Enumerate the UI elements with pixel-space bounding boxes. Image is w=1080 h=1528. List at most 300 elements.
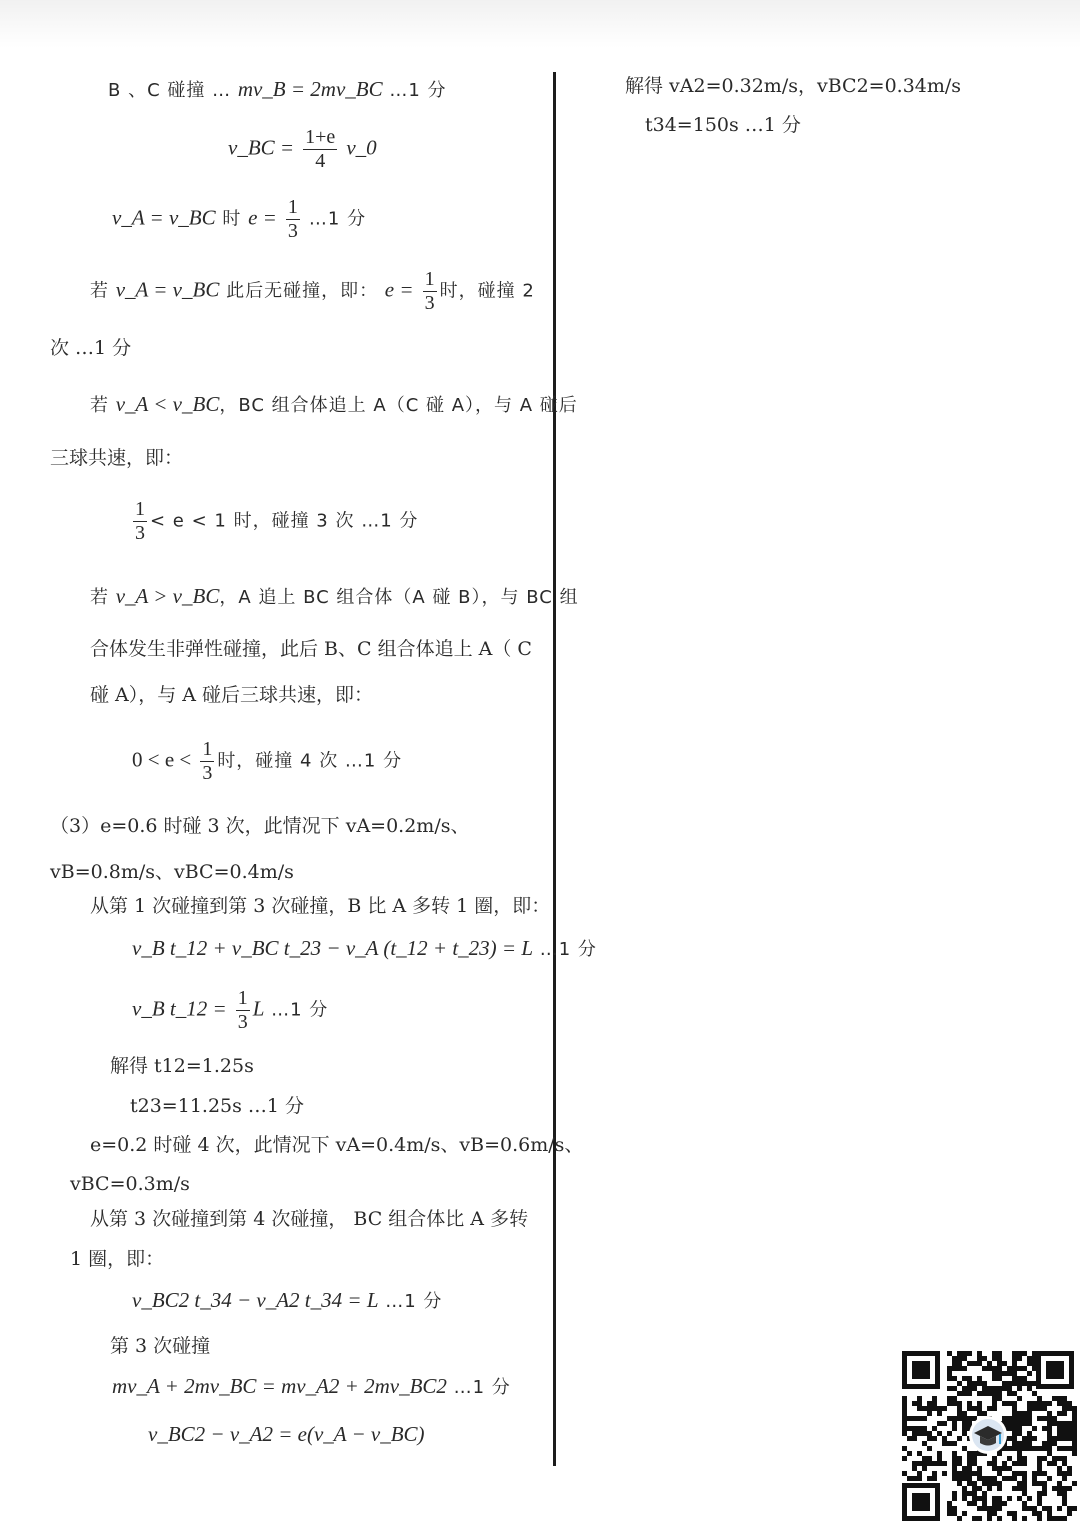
qr-code: [898, 1347, 1078, 1525]
qr-module: [1012, 1461, 1017, 1466]
qr-module: [982, 1481, 987, 1486]
qr-module: [1022, 1481, 1027, 1486]
qr-module: [1037, 1516, 1042, 1521]
qr-module: [952, 1491, 957, 1496]
line-momentum: mv_A + 2mv_BC = mv_A2 + 2mv_BC2 …1 分: [112, 1374, 511, 1398]
qr-module: [962, 1466, 967, 1471]
line-va-equals-vbc: v_A = v_BC 时 e = $\frac{1}{3}$ …1 分: [112, 196, 367, 242]
qr-module: [997, 1361, 1002, 1366]
qr-module: [1047, 1426, 1052, 1431]
qr-module: [1002, 1501, 1007, 1506]
line-four-collisions: 0 < e < $\frac{1}{3}$ 时，碰撞 4 次 …1 分: [132, 738, 403, 784]
qr-module: [1012, 1511, 1017, 1516]
qr-module: [1022, 1421, 1027, 1426]
qr-module: [1057, 1426, 1062, 1431]
qr-module: [1032, 1511, 1037, 1516]
qr-module: [1047, 1461, 1052, 1466]
qr-module: [957, 1406, 962, 1411]
line-case-greater: 若 v_A > v_BC，A 追上 BC 组合体（A 碰 B），与 BC 组: [90, 584, 579, 608]
qr-module: [967, 1466, 972, 1471]
line-text: vB=0.8m/s、vBC=0.4m/s: [50, 861, 294, 883]
qr-module: [1007, 1496, 1012, 1501]
qr-module: [1012, 1421, 1017, 1426]
qr-module: [952, 1466, 957, 1471]
qr-module: [967, 1471, 972, 1476]
line-text: 从第 1 次碰撞到第 3 次碰撞，B 比 A 多转 1 圈，即：: [90, 895, 551, 917]
qr-module: [922, 1431, 927, 1436]
line-restitution: v_BC2 − v_A2 = e(v_A − v_BC): [148, 1422, 425, 1446]
qr-module: [1072, 1441, 1077, 1446]
qr-module: [957, 1456, 962, 1461]
qr-module: [992, 1366, 997, 1371]
qr-module: [1042, 1426, 1047, 1431]
qr-module: [937, 1461, 942, 1466]
qr-module: [1057, 1446, 1062, 1451]
qr-module: [957, 1361, 962, 1366]
qr-module: [1022, 1471, 1027, 1476]
qr-module: [992, 1376, 997, 1381]
qr-module: [987, 1361, 992, 1366]
qr-module: [912, 1436, 917, 1441]
qr-module: [992, 1391, 997, 1396]
qr-module: [947, 1351, 952, 1356]
qr-module: [1072, 1481, 1077, 1486]
qr-module: [977, 1476, 982, 1481]
qr-module: [1012, 1381, 1017, 1386]
qr-module: [1072, 1426, 1077, 1431]
qr-module: [997, 1366, 1002, 1371]
qr-module: [942, 1406, 947, 1411]
qr-module: [927, 1431, 932, 1436]
qr-module: [982, 1391, 987, 1396]
qr-module: [1012, 1471, 1017, 1476]
fraction: $\frac{1}{3}$: [135, 498, 145, 544]
qr-module: [1067, 1401, 1072, 1406]
qr-module: [1017, 1351, 1022, 1356]
qr-module: [1002, 1461, 1007, 1466]
qr-module: [972, 1361, 977, 1366]
qr-module: [1007, 1426, 1012, 1431]
qr-module: [1032, 1506, 1037, 1511]
qr-module: [1052, 1416, 1057, 1421]
qr-module: [972, 1381, 977, 1386]
qr-module: [952, 1471, 957, 1476]
qr-module: [982, 1506, 987, 1511]
line-three-collisions: $\frac{1}{3}$ < e < 1 时，碰撞 3 次 …1 分: [135, 498, 419, 544]
qr-module: [997, 1451, 1002, 1456]
qr-module: [912, 1426, 917, 1431]
top-shade: [0, 0, 1080, 48]
qr-module: [1012, 1371, 1017, 1376]
qr-module: [967, 1476, 972, 1481]
qr-module: [992, 1466, 997, 1471]
qr-module: [962, 1426, 967, 1431]
qr-module: [992, 1511, 997, 1516]
qr-module: [1062, 1436, 1067, 1441]
line-text: 解得 vA2=0.32m/s，vBC2=0.34m/s: [625, 75, 962, 97]
qr-module: [1042, 1481, 1047, 1486]
qr-module: [997, 1501, 1002, 1506]
qr-module: [997, 1486, 1002, 1491]
qr-module: [1027, 1386, 1032, 1391]
qr-module: [912, 1416, 917, 1421]
qr-module: [1017, 1426, 1022, 1431]
qr-module: [967, 1386, 972, 1391]
qr-module: [1052, 1421, 1057, 1426]
qr-module: [1017, 1446, 1022, 1451]
qr-module: [937, 1421, 942, 1426]
qr-module: [967, 1456, 972, 1461]
qr-module: [937, 1411, 942, 1416]
qr-module: [967, 1376, 972, 1381]
qr-module: [967, 1481, 972, 1486]
qr-module: [1037, 1401, 1042, 1406]
qr-module: [972, 1461, 977, 1466]
qr-module: [1052, 1396, 1057, 1401]
qr-module: [927, 1411, 932, 1416]
qr-module: [907, 1426, 912, 1431]
qr-module: [962, 1391, 967, 1396]
qr-module: [1007, 1401, 1012, 1406]
qr-module: [922, 1441, 927, 1446]
qr-module: [912, 1401, 917, 1406]
qr-module: [987, 1486, 992, 1491]
qr-module: [972, 1486, 977, 1491]
qr-module: [1007, 1416, 1012, 1421]
qr-module: [1047, 1411, 1052, 1416]
qr-module: [932, 1401, 937, 1406]
qr-module: [912, 1476, 917, 1481]
qr-module: [932, 1471, 937, 1476]
qr-module: [1017, 1376, 1022, 1381]
qr-module: [1032, 1471, 1037, 1476]
line-text: t23=11.25s …1 分: [130, 1095, 305, 1117]
qr-module: [922, 1426, 927, 1431]
qr-module: [982, 1386, 987, 1391]
qr-module: [1037, 1416, 1042, 1421]
qr-module: [987, 1406, 992, 1411]
qr-module: [1012, 1376, 1017, 1381]
qr-module: [982, 1476, 987, 1481]
qr-module: [1047, 1436, 1052, 1441]
qr-module: [992, 1481, 997, 1486]
qr-module: [937, 1451, 942, 1456]
qr-module: [1042, 1446, 1047, 1451]
qr-module: [997, 1371, 1002, 1376]
qr-module: [1052, 1441, 1057, 1446]
qr-module: [932, 1476, 937, 1481]
qr-module: [977, 1361, 982, 1366]
line-eq-l34: v_BC2 t_34 − v_A2 t_34 = L …1 分: [132, 1288, 443, 1312]
qr-module: [1022, 1506, 1027, 1511]
qr-module: [962, 1491, 967, 1496]
qr-module: [927, 1406, 932, 1411]
qr-module: [1002, 1476, 1007, 1481]
qr-module: [982, 1366, 987, 1371]
qr-module: [997, 1351, 1002, 1356]
qr-module: [1057, 1396, 1062, 1401]
qr-module: [1017, 1356, 1022, 1361]
qr-module: [1002, 1361, 1007, 1366]
qr-module: [1052, 1461, 1057, 1466]
qr-module: [1047, 1506, 1052, 1511]
qr-module: [1062, 1431, 1067, 1436]
qr-module: [1017, 1421, 1022, 1426]
qr-module: [987, 1386, 992, 1391]
qr-module: [962, 1511, 967, 1516]
qr-module: [952, 1461, 957, 1466]
qr-module: [952, 1426, 957, 1431]
qr-module: [1027, 1436, 1032, 1441]
line-text: 解得 t12=1.25s: [110, 1055, 254, 1077]
qr-module: [997, 1466, 1002, 1471]
qr-module: [947, 1396, 952, 1401]
qr-module: [957, 1381, 962, 1386]
qr-module: [1067, 1486, 1072, 1491]
qr-module: [922, 1456, 927, 1461]
qr-module: [1027, 1406, 1032, 1411]
qr-module: [957, 1471, 962, 1476]
qr-module: [1037, 1396, 1042, 1401]
qr-module: [927, 1436, 932, 1441]
column-divider: [553, 72, 556, 1466]
qr-module: [1057, 1466, 1062, 1471]
qr-module: [1027, 1496, 1032, 1501]
qr-module: [1042, 1456, 1047, 1461]
qr-module: [952, 1356, 957, 1361]
qr-module: [1007, 1476, 1012, 1481]
qr-module: [947, 1506, 952, 1511]
qr-module: [977, 1506, 982, 1511]
qr-module: [932, 1461, 937, 1466]
qr-module: [1012, 1361, 1017, 1366]
qr-module: [1022, 1476, 1027, 1481]
qr-module: [1067, 1436, 1072, 1441]
qr-module: [997, 1496, 1002, 1501]
qr-module: [1062, 1461, 1067, 1466]
qr-module: [1027, 1446, 1032, 1451]
qr-module: [1007, 1456, 1012, 1461]
qr-module: [1017, 1471, 1022, 1476]
qr-module: [1062, 1411, 1067, 1416]
qr-module: [977, 1406, 982, 1411]
qr-module: [912, 1431, 917, 1436]
qr-module: [987, 1461, 992, 1466]
qr-module: [917, 1451, 922, 1456]
qr-module: [997, 1471, 1002, 1476]
qr-module: [987, 1506, 992, 1511]
qr-module: [1057, 1471, 1062, 1476]
qr-module: [962, 1356, 967, 1361]
qr-module: [1062, 1396, 1067, 1401]
qr-module: [992, 1396, 997, 1401]
qr-module: [902, 1421, 907, 1426]
qr-module: [1042, 1506, 1047, 1511]
qr-module: [902, 1416, 907, 1421]
qr-module: [1032, 1476, 1037, 1481]
qr-module: [1062, 1401, 1067, 1406]
qr-module: [987, 1511, 992, 1516]
qr-module: [1012, 1351, 1017, 1356]
qr-module: [1017, 1461, 1022, 1466]
qr-module: [947, 1366, 952, 1371]
line-text: e=0.2 时碰 4 次，此情况下 vA=0.4m/s、vB=0.6m/s、: [90, 1134, 584, 1156]
qr-module: [952, 1396, 957, 1401]
qr-module: [1032, 1406, 1037, 1411]
qr-finder-top-right: [1036, 1351, 1074, 1389]
line-text: vBC=0.3m/s: [70, 1173, 190, 1195]
qr-module: [982, 1356, 987, 1361]
line-vb-t12: v_B t_12 = $\frac{1}{3}$ L …1 分: [132, 987, 329, 1033]
fraction: $\frac{1+e}{4}$: [305, 126, 336, 172]
qr-module: [1022, 1491, 1027, 1496]
qr-module: [927, 1401, 932, 1406]
qr-module: [977, 1411, 982, 1416]
qr-module: [1027, 1416, 1032, 1421]
qr-module: [932, 1436, 937, 1441]
qr-module: [957, 1516, 962, 1521]
qr-module: [1022, 1456, 1027, 1461]
qr-module: [1027, 1371, 1032, 1376]
qr-module: [967, 1406, 972, 1411]
qr-module: [957, 1411, 962, 1416]
qr-module: [1027, 1381, 1032, 1386]
qr-module: [1012, 1411, 1017, 1416]
qr-module: [982, 1501, 987, 1506]
qr-module: [1037, 1461, 1042, 1466]
line-bc-collision: B 、C 碰撞 … mv_B = 2mv_BC …1 分: [108, 77, 447, 101]
qr-module: [1017, 1441, 1022, 1446]
qr-module: [947, 1441, 952, 1446]
qr-module: [1062, 1516, 1067, 1521]
qr-module: [1037, 1496, 1042, 1501]
qr-module: [967, 1461, 972, 1466]
line-text: 1 圈，即：: [70, 1248, 165, 1270]
qr-module: [957, 1416, 962, 1421]
qr-module: [952, 1416, 957, 1421]
qr-module: [952, 1376, 957, 1381]
qr-module: [957, 1366, 962, 1371]
qr-module: [937, 1456, 942, 1461]
qr-module: [1037, 1456, 1042, 1461]
qr-module: [992, 1406, 997, 1411]
qr-module: [942, 1471, 947, 1476]
qr-module: [952, 1456, 957, 1461]
qr-module: [1037, 1491, 1042, 1496]
qr-module: [997, 1481, 1002, 1486]
fraction: $\frac{1}{3}$: [287, 196, 298, 242]
line-text: 从第 3 次碰撞到第 4 次碰撞， BC 组合体比 A 多转: [90, 1208, 529, 1230]
qr-module: [907, 1416, 912, 1421]
qr-module: [1067, 1431, 1072, 1436]
qr-module: [952, 1441, 957, 1446]
qr-module: [1072, 1406, 1077, 1411]
qr-module: [962, 1471, 967, 1476]
qr-module: [1007, 1366, 1012, 1371]
qr-module: [947, 1511, 952, 1516]
qr-module: [1017, 1496, 1022, 1501]
qr-module: [1057, 1411, 1062, 1416]
qr-module: [1002, 1466, 1007, 1471]
qr-module: [902, 1446, 907, 1451]
qr-module: [1067, 1466, 1072, 1471]
qr-module: [992, 1401, 997, 1406]
qr-module: [902, 1406, 907, 1411]
qr-module: [1052, 1486, 1057, 1491]
qr-module: [1002, 1381, 1007, 1386]
qr-module: [1012, 1441, 1017, 1446]
qr-module: [992, 1506, 997, 1511]
qr-module: [957, 1481, 962, 1486]
qr-module: [1072, 1436, 1077, 1441]
qr-module: [1022, 1351, 1027, 1356]
qr-module: [902, 1401, 907, 1406]
line-case-equal: 若 v_A = v_BC 此后无碰撞，即： e = $\frac{1}{3}$ 时，碰撞 2: [90, 268, 535, 314]
qr-module: [927, 1446, 932, 1451]
qr-module: [1042, 1406, 1047, 1411]
qr-module: [952, 1511, 957, 1516]
qr-module: [967, 1391, 972, 1396]
qr-module: [1067, 1446, 1072, 1451]
qr-module: [967, 1416, 972, 1421]
qr-module: [1062, 1486, 1067, 1491]
qr-module: [1047, 1511, 1052, 1516]
qr-module: [1042, 1491, 1047, 1496]
qr-module: [952, 1366, 957, 1371]
qr-module: [917, 1471, 922, 1476]
qr-module: [967, 1491, 972, 1496]
qr-module: [952, 1451, 957, 1456]
qr-module: [942, 1441, 947, 1446]
qr-module: [1047, 1441, 1052, 1446]
qr-module: [967, 1381, 972, 1386]
qr-module: [987, 1391, 992, 1396]
qr-module: [967, 1451, 972, 1456]
fraction: $\frac{1}{3}$: [424, 268, 435, 314]
qr-module: [1022, 1446, 1027, 1451]
qr-module: [997, 1391, 1002, 1396]
qr-module: [1022, 1381, 1027, 1386]
qr-module: [1037, 1471, 1042, 1476]
qr-module: [962, 1351, 967, 1356]
line-text: 次 …1 分: [50, 337, 132, 359]
qr-module: [1067, 1511, 1072, 1516]
qr-module: [1037, 1446, 1042, 1451]
qr-module: [952, 1361, 957, 1366]
qr-module: [1012, 1436, 1017, 1441]
qr-module: [932, 1396, 937, 1401]
qr-module: [917, 1406, 922, 1411]
qr-module: [942, 1421, 947, 1426]
qr-module: [1062, 1446, 1067, 1451]
qr-module: [957, 1356, 962, 1361]
line-text: 三球共速，即：: [50, 447, 184, 469]
qr-module: [1047, 1401, 1052, 1406]
qr-module: [1017, 1411, 1022, 1416]
qr-module: [992, 1371, 997, 1376]
qr-module: [1017, 1456, 1022, 1461]
qr-module: [997, 1356, 1002, 1361]
qr-module: [977, 1401, 982, 1406]
qr-module: [1017, 1396, 1022, 1401]
qr-module: [1062, 1496, 1067, 1501]
qr-module: [1042, 1471, 1047, 1476]
qr-module: [967, 1351, 972, 1356]
qr-module: [1032, 1436, 1037, 1441]
qr-module: [1022, 1441, 1027, 1446]
qr-module: [917, 1426, 922, 1431]
line-text: （3）e=0.6 时碰 3 次，此情况下 vA=0.2m/s、: [50, 815, 470, 837]
